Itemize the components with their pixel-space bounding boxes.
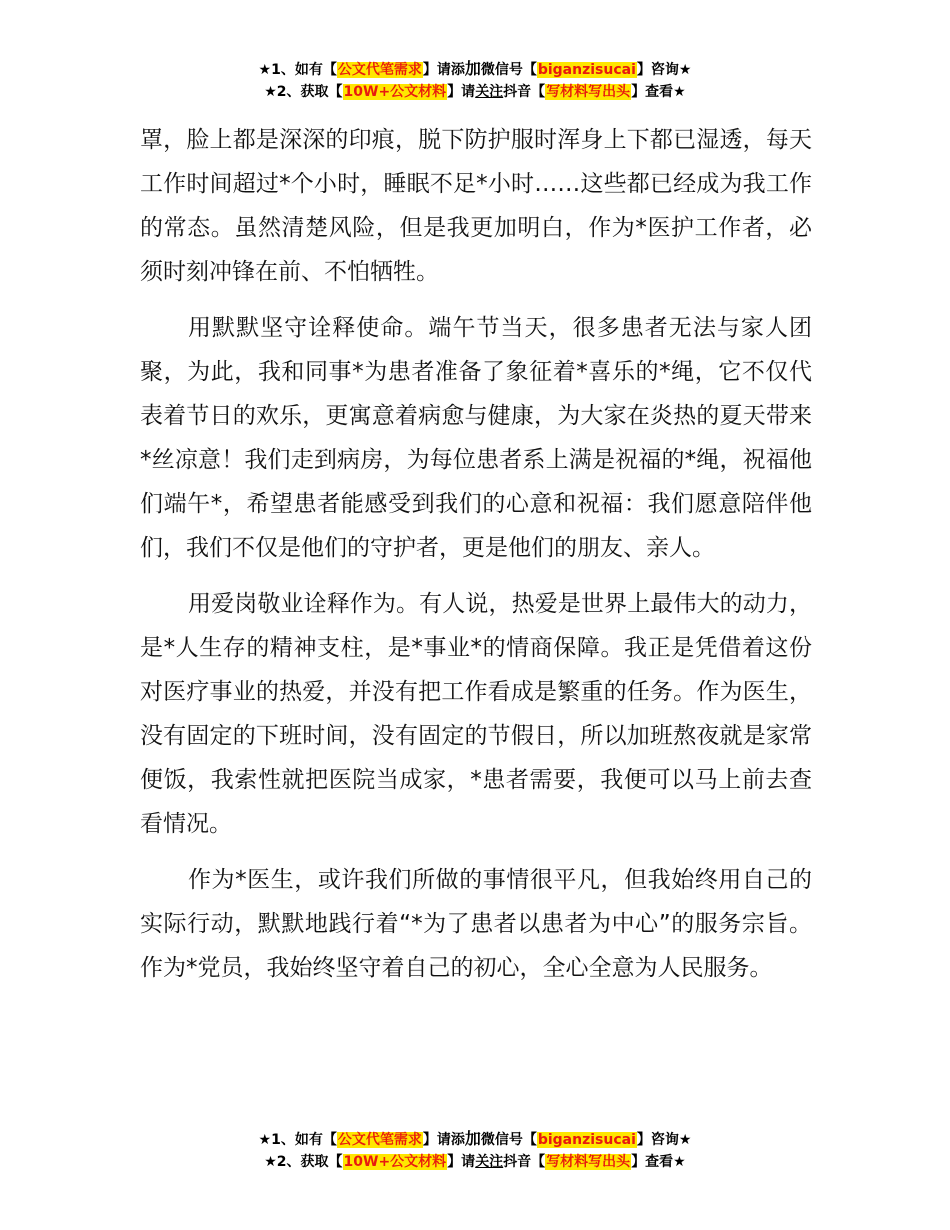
banner-line-2 [0, 81, 950, 103]
banner-text: 关注 [475, 1154, 504, 1170]
banner-line-1 [0, 1128, 950, 1151]
banner-text: 】请添 [422, 62, 465, 78]
banner-line-1 [0, 58, 950, 81]
banner-highlight: 10W+公文材料 [343, 1154, 447, 1170]
banner-text: 微信号【 [480, 1132, 537, 1148]
paragraph: 用默默坚守诠释使命。端午节当天，很多患者无法与家人团聚，为此，我和同事*为患者准备了象征着*喜乐的*绳，它不仅代表着节日的欢乐，更寓意着病愈与健康，为大家在炎热的夏天带来*丝凉意！我们走到病房，为每位患者系上满是祝福的*绳，祝福他们端午*，希望患者能感受到我们的心意和祝福：我们愿意陪伴他们，我们不仅是他们的守护者，更是他们的朋友、亲人。 [140, 315, 812, 561]
banner-text: 】咨询★ [636, 62, 692, 78]
banner-text: 抖音【 [503, 84, 546, 100]
top-banner [0, 58, 950, 103]
banner-text: ★2、获取【 [264, 1154, 343, 1170]
banner-highlight: biganzisucai [537, 62, 636, 78]
banner-highlight: 公文代笔需求 [337, 62, 422, 78]
banner-text: 抖音【 [503, 1154, 546, 1170]
paragraph: 用爱岗敬业诠释作为。有人说，热爱是世界上最伟大的动力，是*人生存的精神支柱，是*事业*的情商保障。我正是凭借着这份对医疗事业的热爱，并没有把工作看成是繁重的任务。作为医生，没有固定的下班时间，没有固定的节假日，所以加班熬夜就是家常便饭，我索性就把医院当成家，*患者需要，我便可以马上前去查看情况。 [140, 591, 812, 837]
banner-highlight: 10W+公文材料 [343, 84, 447, 100]
paragraph: 罩，脸上都是深深的印痕，脱下防护服时浑身上下都已湿透，每天工作时间超过*个小时，睡眠不足*小时……这些都已经成为我工作的常态。虽然清楚风险，但是我更加明白，作为*医护工作者，必须时刻冲锋在前、不怕牺牲。 [140, 127, 812, 285]
banner-highlight: 写材料写出头 [546, 84, 631, 100]
bottom-banner [0, 1128, 950, 1173]
paragraph: 作为*医生，或许我们所做的事情很平凡，但我始终用自己的实际行动，默默地践行着“*为了患者以患者为中心”的服务宗旨。作为*党员，我始终坚守着自己的初心，全心全意为人民服务。 [140, 867, 812, 981]
banner-highlight: 公文代笔需求 [337, 1132, 422, 1148]
banner-line-2 [0, 1151, 950, 1173]
banner-text: 】请 [447, 1154, 476, 1170]
banner-text: 】咨询★ [636, 1132, 692, 1148]
banner-text: ★1、如有【 [258, 1132, 337, 1148]
banner-text: ★2、获取【 [264, 84, 343, 100]
banner-text: 】查看★ [631, 1154, 686, 1170]
banner-text: ★1、如有【 [258, 62, 337, 78]
banner-text: 加 [464, 59, 481, 78]
banner-text: 关注 [475, 84, 504, 100]
banner-text: 】请添 [422, 1132, 465, 1148]
banner-text: 微信号【 [480, 62, 537, 78]
banner-text: 】查看★ [631, 84, 686, 100]
banner-highlight: biganzisucai [537, 1132, 636, 1148]
banner-text: 】请 [447, 84, 476, 100]
document-body [140, 118, 812, 1002]
banner-text: 加 [464, 1129, 481, 1148]
banner-highlight: 写材料写出头 [546, 1154, 631, 1170]
